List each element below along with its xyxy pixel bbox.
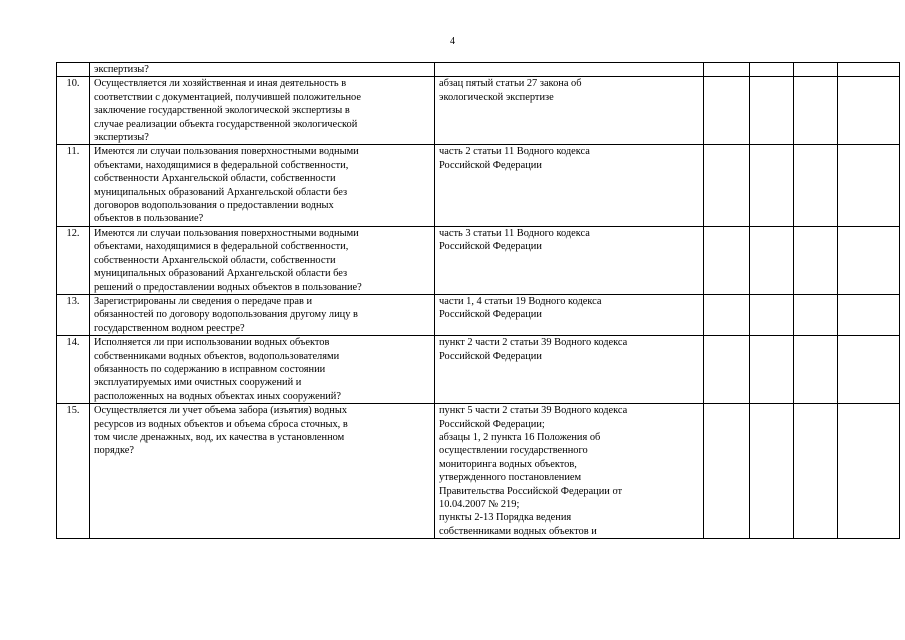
legal-reference-cell bbox=[435, 77, 704, 145]
question-line: расположенных на водных объектах иных сооружений? bbox=[94, 390, 341, 402]
question-line: порядке? bbox=[94, 445, 135, 457]
question-line: решений о предоставлении водных объектов в пользование? bbox=[94, 281, 362, 293]
reference-line: утвержденного постановлением bbox=[439, 472, 582, 484]
table-row bbox=[57, 336, 900, 404]
table-row bbox=[57, 226, 900, 294]
reference-line: часть 3 статьи 11 Водного кодекса bbox=[439, 227, 590, 239]
reference-line: Российской Федерации bbox=[439, 241, 542, 253]
answer-no-cell bbox=[750, 63, 794, 77]
legal-reference-cell bbox=[435, 336, 704, 404]
question-line: экспертизы? bbox=[94, 64, 149, 75]
row-number: 11. bbox=[57, 145, 90, 226]
reference-line: абзац пятый статьи 27 закона об bbox=[439, 78, 582, 90]
question-line: собственности Архангельской области, собственности bbox=[94, 173, 336, 185]
question-line: муниципальных образований Архангельской области без bbox=[94, 186, 348, 198]
question-cell bbox=[90, 145, 435, 226]
question-cell bbox=[90, 226, 435, 294]
checklist-table bbox=[56, 62, 900, 539]
table-row bbox=[57, 145, 900, 226]
question-line: объектов в пользование? bbox=[94, 213, 204, 225]
question-line: собственности Архангельской области, собственности bbox=[94, 254, 336, 266]
answer-yes-cell bbox=[704, 404, 750, 539]
answer-na-cell bbox=[794, 336, 838, 404]
legal-reference-cell bbox=[435, 404, 704, 539]
reference-line: Правительства Российской Федерации от bbox=[439, 485, 623, 497]
note-cell bbox=[838, 404, 900, 539]
table-row bbox=[57, 294, 900, 335]
question-line: Осуществляется ли хозяйственная и иная деятельность в bbox=[94, 78, 347, 90]
reference-line: мониторинга водных объектов, bbox=[439, 458, 577, 470]
question-cell bbox=[90, 63, 435, 77]
answer-no-cell bbox=[750, 404, 794, 539]
question-line: Зарегистрированы ли сведения о передаче прав и bbox=[94, 295, 313, 307]
reference-line: собственниками водных объектов и bbox=[439, 525, 597, 537]
question-line: Исполняется ли при использовании водных объектов bbox=[94, 337, 330, 349]
question-line: государственном водном реестре? bbox=[94, 322, 245, 334]
answer-yes-cell bbox=[704, 77, 750, 145]
question-line: эксплуатируемых ими очистных сооружений и bbox=[94, 377, 302, 389]
question-line: обязанность по содержанию в исправном состоянии bbox=[94, 363, 326, 375]
row-number: 13. bbox=[57, 294, 90, 335]
reference-line: пункты 2-13 Порядка ведения bbox=[439, 512, 572, 524]
legal-reference-cell bbox=[435, 145, 704, 226]
question-line: обязанностей по договору водопользования другому лицу в bbox=[94, 309, 358, 321]
reference-line: абзацы 1, 2 пункта 16 Положения об bbox=[439, 431, 601, 443]
question-line: ресурсов из водных объектов и объема сброса сточных, в bbox=[94, 418, 348, 430]
note-cell bbox=[838, 63, 900, 77]
question-line: объектами, находящимися в федеральной собственности, bbox=[94, 241, 349, 253]
answer-na-cell bbox=[794, 294, 838, 335]
legal-reference-cell bbox=[435, 294, 704, 335]
row-number bbox=[57, 63, 90, 77]
answer-yes-cell bbox=[704, 226, 750, 294]
answer-yes-cell bbox=[704, 294, 750, 335]
question-cell bbox=[90, 77, 435, 145]
answer-na-cell bbox=[794, 77, 838, 145]
answer-no-cell bbox=[750, 145, 794, 226]
reference-line: части 1, 4 статьи 19 Водного кодекса bbox=[439, 295, 602, 307]
question-line: том числе дренажных, вод, их качества в установленном bbox=[94, 431, 345, 443]
answer-no-cell bbox=[750, 336, 794, 404]
row-number: 10. bbox=[57, 77, 90, 145]
reference-line: экологической экспертизе bbox=[439, 91, 554, 103]
note-cell bbox=[838, 226, 900, 294]
question-line: Осуществляется ли учет объема забора (изъятия) водных bbox=[94, 405, 348, 417]
question-line: соответствии с документацией, получившей положительное bbox=[94, 91, 361, 103]
question-cell bbox=[90, 336, 435, 404]
answer-no-cell bbox=[750, 294, 794, 335]
question-cell bbox=[90, 404, 435, 539]
reference-line: Российской Федерации; bbox=[439, 418, 545, 430]
reference-line: осуществлении государственного bbox=[439, 445, 588, 457]
note-cell bbox=[838, 336, 900, 404]
question-line: объектами, находящимися в федеральной собственности, bbox=[94, 159, 349, 171]
question-line: муниципальных образований Архангельской области без bbox=[94, 268, 348, 280]
question-line: договоров водопользования о предоставлении водных bbox=[94, 200, 334, 212]
answer-yes-cell bbox=[704, 336, 750, 404]
question-line: заключение государственной экологической экспертизы в bbox=[94, 105, 350, 117]
table-row bbox=[57, 404, 900, 539]
answer-yes-cell bbox=[704, 145, 750, 226]
reference-line: пункт 5 части 2 статьи 39 Водного кодекса bbox=[439, 405, 628, 417]
page-number: 4 bbox=[450, 36, 455, 47]
question-line: Имеются ли случаи пользования поверхностными водными bbox=[94, 227, 359, 239]
reference-line: Российской Федерации bbox=[439, 159, 542, 171]
question-line: экспертизы? bbox=[94, 132, 149, 144]
checklist-rows bbox=[57, 63, 900, 539]
row-number: 12. bbox=[57, 226, 90, 294]
reference-line: 10.04.2007 № 219; bbox=[439, 499, 520, 510]
answer-no-cell bbox=[750, 226, 794, 294]
answer-no-cell bbox=[750, 77, 794, 145]
note-cell bbox=[838, 145, 900, 226]
question-cell bbox=[90, 294, 435, 335]
reference-line: часть 2 статьи 11 Водного кодекса bbox=[439, 146, 590, 158]
answer-na-cell bbox=[794, 226, 838, 294]
note-cell bbox=[838, 294, 900, 335]
reference-line: Российской Федерации bbox=[439, 309, 542, 321]
answer-yes-cell bbox=[704, 63, 750, 77]
row-number: 15. bbox=[57, 404, 90, 539]
answer-na-cell bbox=[794, 145, 838, 226]
note-cell bbox=[838, 77, 900, 145]
table-row bbox=[57, 77, 900, 145]
reference-line: пункт 2 части 2 статьи 39 Водного кодекса bbox=[439, 337, 628, 349]
question-line: случае реализации объекта государственной экологической bbox=[94, 118, 358, 130]
question-line: собственниками водных объектов, водопользователями bbox=[94, 350, 340, 362]
answer-na-cell bbox=[794, 63, 838, 77]
reference-line: Российской Федерации bbox=[439, 350, 542, 362]
table-row bbox=[57, 63, 900, 77]
answer-na-cell bbox=[794, 404, 838, 539]
row-number: 14. bbox=[57, 336, 90, 404]
legal-reference-cell bbox=[435, 226, 704, 294]
question-line: Имеются ли случаи пользования поверхностными водными bbox=[94, 146, 359, 158]
legal-reference-cell bbox=[435, 63, 704, 77]
